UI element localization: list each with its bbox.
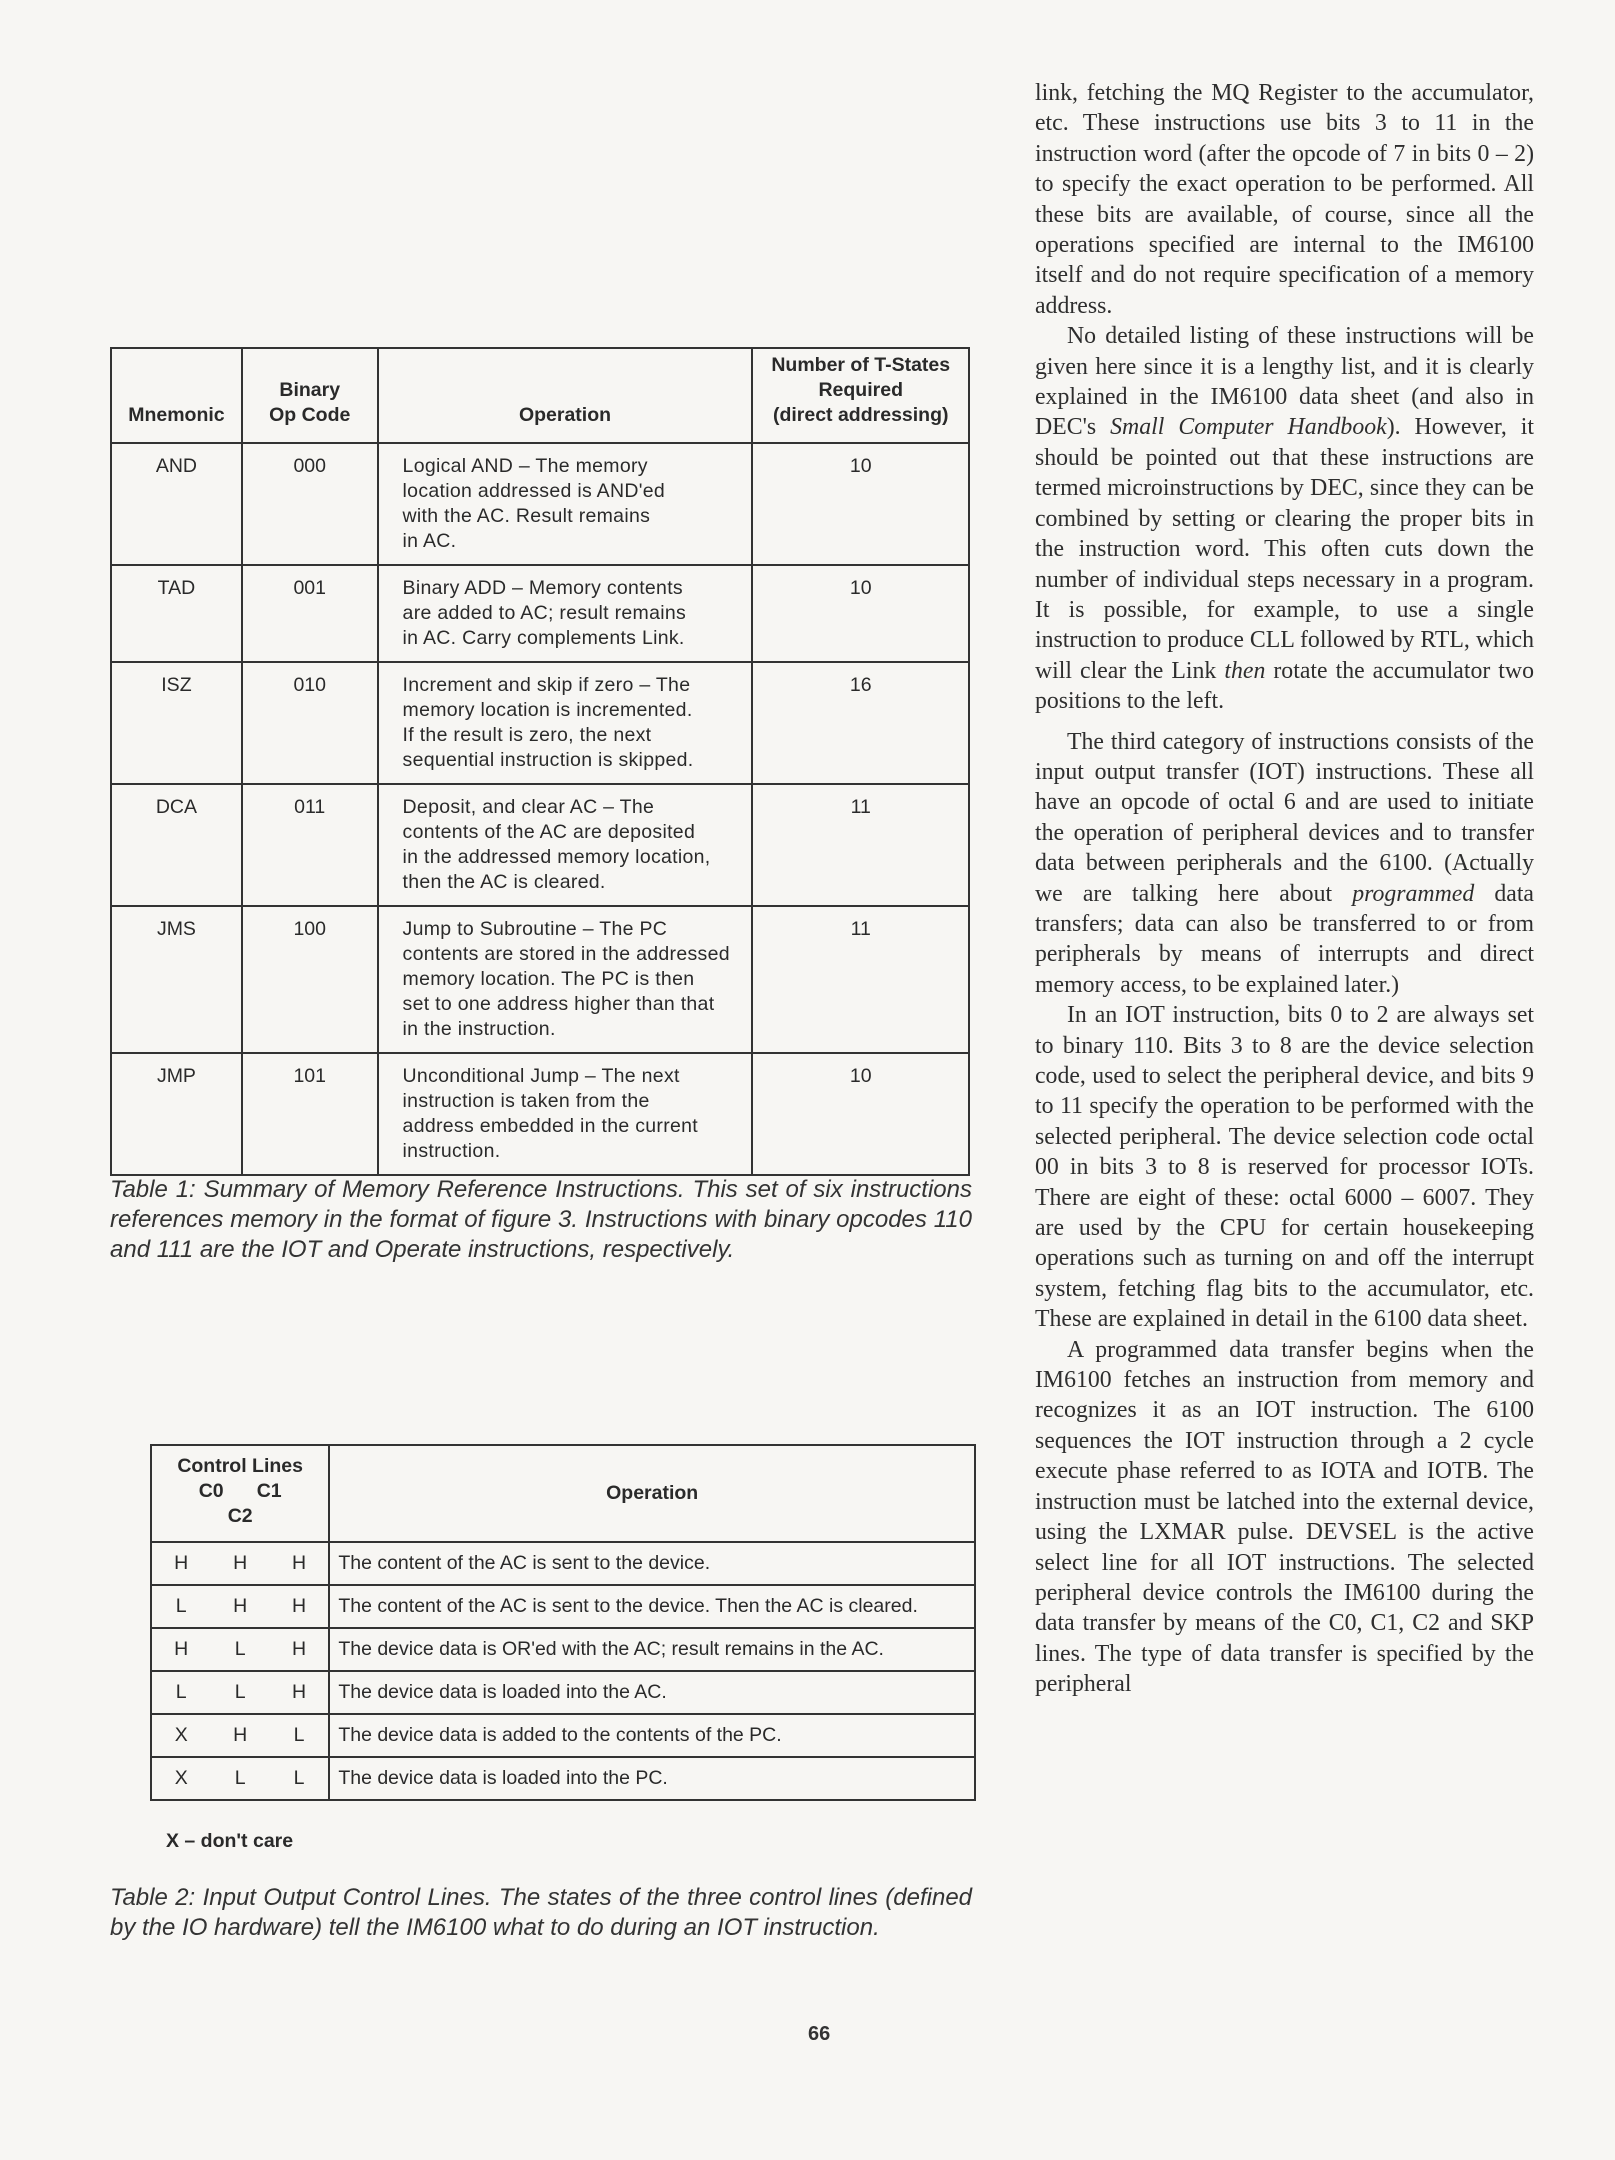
- c0-cell: L: [151, 1585, 210, 1628]
- table1-caption: Table 1: Summary of Memory Reference Instructions. This set of six instructions references memory in the format of figure 3. Instructions with binary opcodes 110 and 111 are the IOT and Operate instructions, respectively.: [110, 1176, 973, 1263]
- operation-line: Increment and skip if zero – The: [402, 674, 691, 696]
- table1-row: [111, 565, 969, 662]
- opcode-cell: 000: [242, 443, 378, 565]
- operation-line: set to one address higher than that: [402, 993, 715, 1015]
- tstates-cell: 11: [752, 906, 969, 1053]
- page-number: 66: [808, 2023, 831, 2045]
- paragraph-4: In an IOT instruction, bits 0 to 2 are always set to binary 110. Bits 3 to 8 are the device selection code, used to select the peripheral device, and bits 9 to 11 specify the operation to be performed with the selected peripheral. The device selection code octal 00 in bits 3 to 8 is reserved for processor IOTs. There are eight of these: octal 6000 – 6007. They are used by the CPU for certain housekeeping operations such as turning on and off the interrupt system, fetching flag bits to the accumulator, etc. These are explained in detail in the 6100 data sheet.: [1035, 1002, 1534, 1333]
- operation-line: are added to AC; result remains: [402, 602, 687, 624]
- opcode-cell: 100: [242, 906, 378, 1053]
- operation-cell: [378, 906, 753, 1053]
- tstates-cell: 10: [752, 443, 969, 565]
- table1-row: [111, 662, 969, 784]
- header-control-lines: Control Lines C0 C1C2: [151, 1445, 329, 1542]
- c0-cell: L: [151, 1671, 210, 1714]
- operation-line: contents are stored in the addressed: [402, 943, 730, 965]
- header-opcode: Binary Op Code: [242, 348, 378, 443]
- table1-row: [111, 1053, 969, 1175]
- operation-line: sequential instruction is skipped.: [402, 749, 694, 771]
- operation-line: memory location. The PC is then: [402, 968, 695, 990]
- paragraph-1: link, fetching the MQ Register to the accumulator, etc. These instructions use bits 3 to 11 in the instruction word (after the opcode of 7 in bits 0 – 2) to specify the exact operation to be performed. All these bits are available, of course, since all the operations specified are internal to the IM6100 itself and do not require specification of a memory address.: [1035, 80, 1534, 319]
- paragraph-3: The third category of instructions consists of the input output transfer (IOT) instructions. These all have an opcode of octal 6 and are used to initiate the operation of peripheral devices and to transfer data between peripherals and the 6100. (Actually we are talking here about programmed data transfers; data can also be transferred to or from peripherals by means of interrupts and direct memory access, to be explained later.): [1035, 728, 1534, 998]
- opcode-cell: 001: [242, 565, 378, 662]
- operation-line: in AC.: [402, 530, 457, 552]
- c2-cell: H: [270, 1585, 329, 1628]
- c0-cell: X: [151, 1714, 210, 1757]
- operation-cell: The device data is added to the contents of the PC.: [329, 1714, 975, 1757]
- c2-cell: L: [270, 1757, 329, 1800]
- opcode-cell: 010: [242, 662, 378, 784]
- operation-line: instruction is taken from the: [402, 1090, 650, 1112]
- operation-line: Jump to Subroutine – The PC: [402, 918, 668, 940]
- mnemonic-cell: DCA: [111, 784, 242, 906]
- mnemonic-cell: JMS: [111, 906, 242, 1053]
- mnemonic-cell: TAD: [111, 565, 242, 662]
- operation-line: Deposit, and clear AC – The: [402, 796, 655, 818]
- table2-row: [151, 1585, 975, 1628]
- operation-line: in AC. Carry complements Link.: [402, 627, 685, 649]
- table2-row: [151, 1757, 975, 1800]
- table1-row: [111, 784, 969, 906]
- table1-row: [111, 443, 969, 565]
- c1-cell: L: [210, 1757, 269, 1800]
- c0-cell: X: [151, 1757, 210, 1800]
- body-text-column: [1035, 78, 1534, 1700]
- operation-line: then the AC is cleared.: [402, 871, 606, 893]
- table2-row: [151, 1714, 975, 1757]
- operation-line: If the result is zero, the next: [402, 724, 652, 746]
- header-mnemonic: Mnemonic: [111, 348, 242, 443]
- c1-cell: H: [210, 1585, 269, 1628]
- operation-cell: [378, 1053, 753, 1175]
- operation-cell: [378, 662, 753, 784]
- operation-cell: The device data is loaded into the PC.: [329, 1757, 975, 1800]
- table1-header-row: [111, 348, 969, 443]
- mnemonic-cell: ISZ: [111, 662, 242, 784]
- paragraph-2: No detailed listing of these instructions will be given here since it is a lengthy list, and it is clearly explained in the IM6100 data sheet (and also in DEC's Small Computer Handbook). However, it should be pointed out that these instructions are termed microinstructions by DEC, since they can be combined by setting or clearing the proper bits in the instruction word. This often cuts down the number of individual steps necessary in a program. It is possible, for example, to use a single instruction to produce CLL followed by RTL, which will clear the Link then rotate the accumulator two positions to the left.: [1035, 323, 1535, 715]
- c2-cell: H: [270, 1542, 329, 1585]
- table2-row: [151, 1628, 975, 1671]
- operation-line: instruction.: [402, 1140, 501, 1162]
- table2-row: [151, 1542, 975, 1585]
- operation-line: memory location is incremented.: [402, 699, 693, 721]
- operation-cell: The device data is OR'ed with the AC; result remains in the AC.: [329, 1628, 975, 1671]
- operation-cell: The content of the AC is sent to the device. Then the AC is cleared.: [329, 1585, 975, 1628]
- memory-reference-table: [110, 347, 970, 1176]
- operation-cell: [378, 784, 753, 906]
- mnemonic-cell: AND: [111, 443, 242, 565]
- operation-line: Unconditional Jump – The next: [402, 1065, 680, 1087]
- operation-line: in the addressed memory location,: [402, 846, 711, 868]
- table2-caption: Table 2: Input Output Control Lines. The states of the three control lines (defined by the IO hardware) tell the IM6100 what to do during an IOT instruction.: [110, 1884, 973, 1941]
- operation-line: with the AC. Result remains: [402, 505, 651, 527]
- c1-cell: H: [210, 1714, 269, 1757]
- c2-cell: H: [270, 1671, 329, 1714]
- operation-line: Binary ADD – Memory contents: [402, 577, 683, 599]
- c0-cell: H: [151, 1542, 210, 1585]
- header-tstates: Number of T-States Required (direct addressing): [752, 348, 969, 443]
- c1-cell: L: [210, 1671, 269, 1714]
- tstates-cell: 10: [752, 1053, 969, 1175]
- io-control-lines-table: [150, 1444, 976, 1801]
- operation-line: Logical AND – The memory: [402, 455, 648, 477]
- table2-row: [151, 1671, 975, 1714]
- opcode-cell: 101: [242, 1053, 378, 1175]
- operation-cell: The content of the AC is sent to the device.: [329, 1542, 975, 1585]
- c2-cell: H: [270, 1628, 329, 1671]
- c1-cell: H: [210, 1542, 269, 1585]
- operation-cell: The device data is loaded into the AC.: [329, 1671, 975, 1714]
- dont-care-note: X – don't care: [166, 1830, 294, 1852]
- operation-line: in the instruction.: [402, 1018, 556, 1040]
- table2-header-row: [151, 1445, 975, 1542]
- operation-cell: [378, 565, 753, 662]
- paragraph-5: A programmed data transfer begins when the IM6100 fetches an instruction from memory and recognizes it as an IOT instruction. The 6100 sequences the IOT instruction through a 2 cycle execute phase referred to as IOTA and IOTB. The instruction must be latched into the external device, using the LXMAR pulse. DEVSEL is the active select line for all IOT instructions. The selected peripheral device controls the IM6100 during the data transfer by means of the C0, C1, C2 and SKP lines. The type of data transfer is specified by the peripheral: [1035, 1336, 1534, 1698]
- c2-cell: L: [270, 1714, 329, 1757]
- tstates-cell: 16: [752, 662, 969, 784]
- header-operation-2: Operation: [329, 1445, 975, 1542]
- c1-cell: L: [210, 1628, 269, 1671]
- operation-line: address embedded in the current: [402, 1115, 699, 1137]
- operation-line: location addressed is AND'ed: [402, 480, 666, 502]
- opcode-cell: 011: [242, 784, 378, 906]
- tstates-cell: 10: [752, 565, 969, 662]
- header-operation: Operation: [378, 348, 753, 443]
- operation-line: contents of the AC are deposited: [402, 821, 696, 843]
- tstates-cell: 11: [752, 784, 969, 906]
- c0-cell: H: [151, 1628, 210, 1671]
- mnemonic-cell: JMP: [111, 1053, 242, 1175]
- operation-cell: [378, 443, 753, 565]
- table1-row: [111, 906, 969, 1053]
